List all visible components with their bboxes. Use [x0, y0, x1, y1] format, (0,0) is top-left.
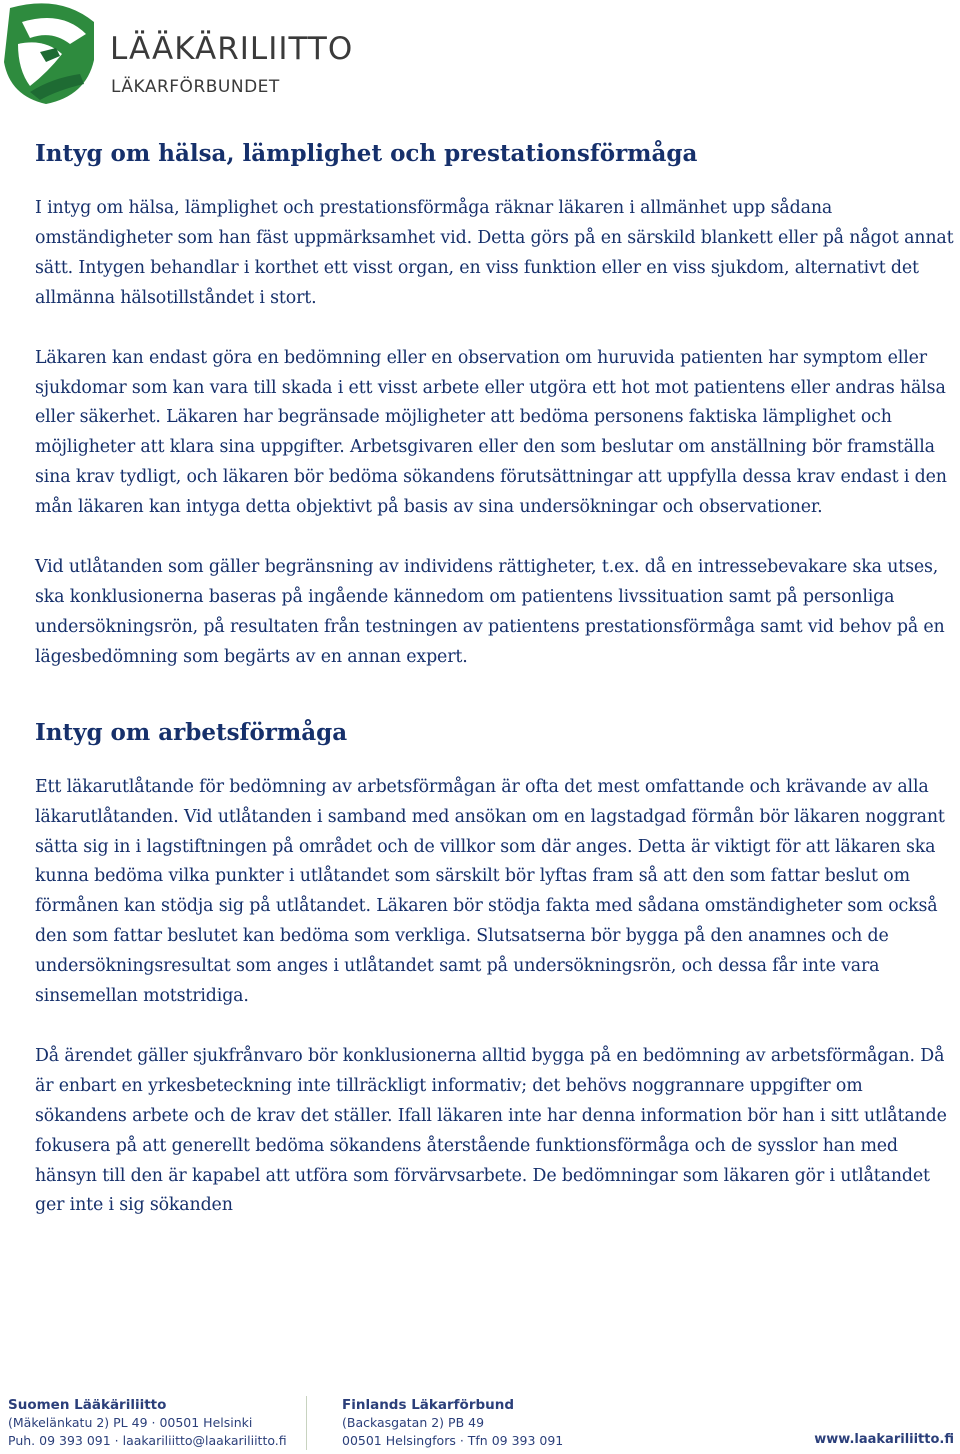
brand-subtitle: LÄKARFÖRBUNDET	[111, 77, 280, 97]
paragraph: Då ärendet gäller sjukfrånvaro bör konklusionerna alltid bygga på en bedömning av arbetsförmågan. Då är enbart en yrkesbeteckning inte tillräckligt informativ; det behövs noggrannare uppgifter om sökandens arbete och de krav det ställer. Ifall läkaren inte har denna information bör han i sitt utlåtande fokusera på att generellt bedöma sökandens återstående funktionsförmåga och de sysslor han med hänsyn till den är kapabel att utföra som förvärvsarbete. De bedömningar som läkaren gör i utlåtandet ger inte i sig sökanden	[35, 1045, 947, 1216]
footer-finnish-contact	[8, 1396, 287, 1450]
footer-org-name: Finlands Läkarförbund	[342, 1397, 515, 1413]
footer-org-name: Suomen Lääkäriliitto	[8, 1397, 167, 1413]
section-title-work-ability: Intyg om arbetsförmåga	[35, 718, 348, 746]
paragraph: Vid utlåtanden som gäller begränsning av individens rättigheter, t.ex. då en intressebevakare ska utses, ska konklusionerna baseras på ingående kännedom om patientens livssituation samt på personliga undersökningsrön, på resultaten från testningen av patientens prestationsförmåga samt vid behov på en lägesbedömning som begärts av en annan expert.	[35, 557, 945, 667]
snake-staff-logo-icon	[0, 0, 100, 108]
footer-swedish-contact	[342, 1396, 563, 1450]
footer-phone-email: Puh. 09 393 091 · laakariliitto@laakariliitto.fi	[8, 1433, 287, 1448]
document-body	[35, 134, 957, 1251]
footer-divider	[306, 1396, 307, 1450]
footer-website-link[interactable]: www.laakariliitto.fi	[814, 1432, 954, 1447]
paragraph: I intyg om hälsa, lämplighet och prestationsförmåga räknar läkaren i allmänhet upp sådana omständigheter som han fäst uppmärksamhet vid. Detta görs på en särskild blankett eller på något annat sätt. Intygen behandlar i korthet ett visst organ, en viss funktion eller en viss sjukdom, alternativt det allmänna hälsotillståndet i stort.	[35, 198, 954, 308]
footer-address: (Mäkelänkatu 2) PL 49 · 00501 Helsinki	[8, 1415, 253, 1430]
brand-name: LÄÄKÄRILIITTO	[110, 31, 354, 67]
footer-address: (Backasgatan 2) PB 49	[342, 1415, 485, 1430]
paragraph: Läkaren kan endast göra en bedömning eller en observation om huruvida patienten har symptom eller sjukdomar som kan vara till skada i ett visst arbete eller utgöra ett hot mot patientens eller andras hälsa eller säkerhet. Läkaren har begränsade möjligheter att bedöma personens faktiska lämplighet och möjligheter att klara sina uppgifter. Arbetsgivaren eller den som beslutar om anställning bör framställa sina krav tydligt, och läkaren bör bedöma sökandens förutsättningar att uppfylla dessa krav endast i den mån läkaren kan intyga detta objektivt på basis av sina undersökningar och observationer.	[35, 347, 947, 518]
section-title-health: Intyg om hälsa, lämplighet och prestationsförmåga	[35, 140, 698, 167]
paragraph: Ett läkarutlåtande för bedömning av arbetsförmågan är ofta det mest omfattande och krävande av alla läkarutlåtanden. Vid utlåtanden i samband med ansökan om en lagstadgad förmån bör läkaren noggrant sätta sig in i lagstiftningen på området och de villkor som där anges. Detta är viktigt för att läkaren ska kunna bedöma vilka punkter i utlåtandet som särskilt bör lyftas fram så att den som fattar beslut om förmånen kan stödja sig på utlåtandet. Läkaren bör stödja fakta med sådana omständigheter som också den som fattar beslutet kan bedöma som verkliga. Slutsatserna bör bygga på den anamnes och de undersökningsresultat som anges i utlåtandet samt på undersökningsrön, och dessa får inte vara sinsemellan motstridiga.	[35, 776, 945, 1007]
page-header	[0, 0, 960, 110]
footer-postal-phone: 00501 Helsingfors · Tfn 09 393 091	[342, 1433, 564, 1448]
page-footer	[0, 1390, 960, 1454]
